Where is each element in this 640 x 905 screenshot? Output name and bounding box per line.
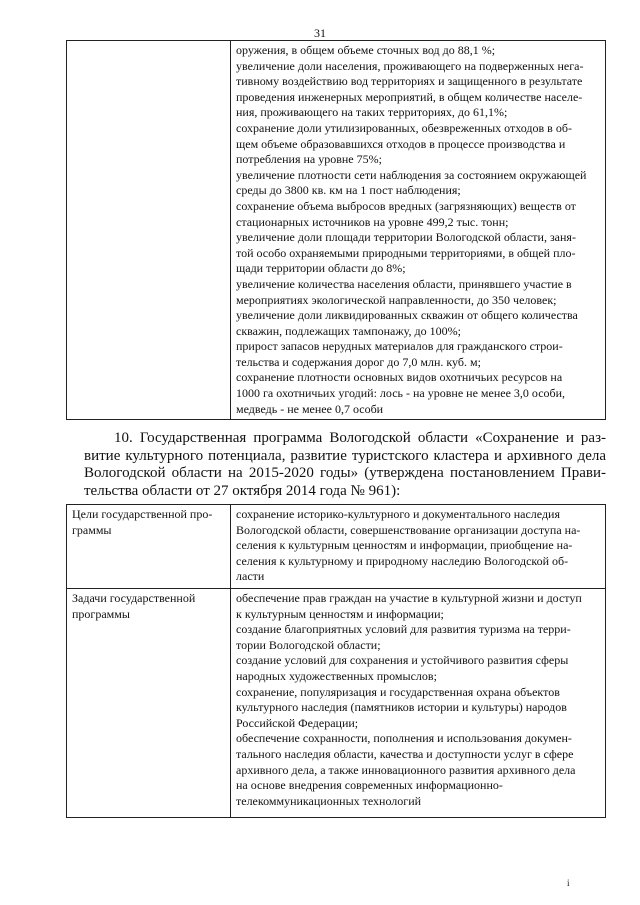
text-line: среды до 3800 кв. км на 1 пост наблюдения; <box>236 183 461 198</box>
text-line: Задачи государственной <box>72 591 196 605</box>
tasks-content-cell <box>231 589 606 818</box>
text-line: Вологодской области, совершенствование организации доступа на- <box>236 522 581 537</box>
page-number: 31 <box>314 26 326 40</box>
text-line: тального наследия области, качества и доступности услуг в сфере <box>236 746 574 761</box>
text-line: медведь - не менее 0,7 особи <box>236 401 384 416</box>
text-line: тельства и содержания дорог до 7,0 млн. куб. м; <box>236 354 481 369</box>
section-heading <box>84 430 606 500</box>
table-row <box>67 589 606 818</box>
heading-line: 10. Государственная программа Вологодской области «Сохранение и раз- <box>114 430 606 446</box>
text-line: проведения инженерных мероприятий, в общем количестве населе- <box>236 89 583 104</box>
text-line: селения к культурному и природному наследию Вологодской об- <box>236 553 569 568</box>
tasks-label-cell <box>67 589 231 818</box>
text-line: создание благоприятных условий для развития туризма на терри- <box>236 622 571 637</box>
text-line: сохранение, популяризация и государственная охрана объектов <box>236 684 560 699</box>
text-line: сохранение доли утилизированных, обезвреженных отходов в об- <box>236 120 572 135</box>
text-line: архивного дела, а также инновационного развития архивного дела <box>236 762 576 777</box>
text-line: щади территории области до 8%; <box>236 261 406 276</box>
text-line: тивному воздействию вод территориях и защищенного в результате <box>236 74 583 89</box>
text-line: мероприятиях экологической направленности, до 350 человек; <box>236 292 557 307</box>
text-line: щем объеме образовавшихся отходов в процессе производства и <box>236 136 566 151</box>
text-line: ния, проживающего на таких территориях, до 61,1%; <box>236 105 508 120</box>
text-line: сохранение плотности основных видов охотничьих ресурсов на <box>236 370 563 385</box>
text-line: увеличение доли населения, проживающего на подверженных нега- <box>236 58 584 73</box>
heading-line: тельства области от 27 октября 2014 года № 961): <box>84 482 401 499</box>
text-line: на основе внедрения современных информационно- <box>236 778 503 793</box>
text-line: создание условий для сохранения и устойчивого развития сферы <box>236 653 569 668</box>
text-line: Российской Федерации; <box>236 715 359 730</box>
text-line: телекоммуникационных технологий <box>236 793 422 808</box>
text-line: увеличение доли площади территории Вологодской области, заня- <box>236 230 576 245</box>
text-line: селения к культурным ценностям и информации, приобщение на- <box>236 538 573 553</box>
program-passport-table <box>66 504 606 818</box>
heading-line: Вологодской области на 2015-2020 годы» (утверждена постановлением Прави- <box>84 465 606 481</box>
text-line: скважин, подлежащих тампонажу, до 100%; <box>236 323 461 338</box>
text-line: оружения, в общем объеме сточных вод до 88,1 %; <box>236 43 496 57</box>
indicators-table-continued <box>66 40 606 420</box>
goals-content-cell <box>231 505 606 589</box>
text-line: тории Вологодской области; <box>236 637 381 652</box>
text-line: сохранение объема выбросов вредных (загрязняющих) веществ от <box>236 198 576 213</box>
text-line: обеспечение сохранности, пополнения и использования докумен- <box>236 731 572 746</box>
text-line: потребления на уровне 75%; <box>236 152 382 167</box>
text-line: увеличение доли ликвидированных скважин от общего количества <box>236 308 578 323</box>
text-line: программы <box>72 606 130 621</box>
text-line: прирост запасов нерудных материалов для гражданского строи- <box>236 339 563 354</box>
text-line: ласти <box>236 569 265 584</box>
text-line: обеспечение прав граждан на участие в культурной жизни и доступ <box>236 591 582 605</box>
indicators-cell <box>231 41 606 420</box>
goals-label-cell <box>67 505 231 589</box>
text-line: граммы <box>72 522 112 537</box>
text-line: культурного наследия (памятников истории и культуры) народов <box>236 700 567 715</box>
left-cell-empty <box>67 41 231 420</box>
text-line: к культурным ценностям и информации; <box>236 606 444 621</box>
heading-line: витие культурного потенциала, развитие туристского кластера и архивного дела <box>84 447 606 464</box>
text-line: сохранение историко-культурного и документального наследия <box>236 507 560 521</box>
table-row <box>67 505 606 589</box>
text-line: стационарных источников на уровне 499,2 тыс. тонн; <box>236 214 509 229</box>
text-line: Цели государственной про- <box>72 507 213 521</box>
text-line: увеличение плотности сети наблюдения за состоянием окружающей <box>236 167 587 182</box>
text-line: 1000 га охотничьих угодий: лось - на уровне не менее 3,0 особи, <box>236 386 566 401</box>
text-line: той особо охраняемыми природными территориями, в общей пло- <box>236 245 576 260</box>
text-line: увеличение количества населения области, принявшего участие в <box>236 276 572 291</box>
table-row <box>67 41 606 420</box>
text-line: народных художественных промыслов; <box>236 668 437 683</box>
page-mark: i <box>567 878 570 888</box>
